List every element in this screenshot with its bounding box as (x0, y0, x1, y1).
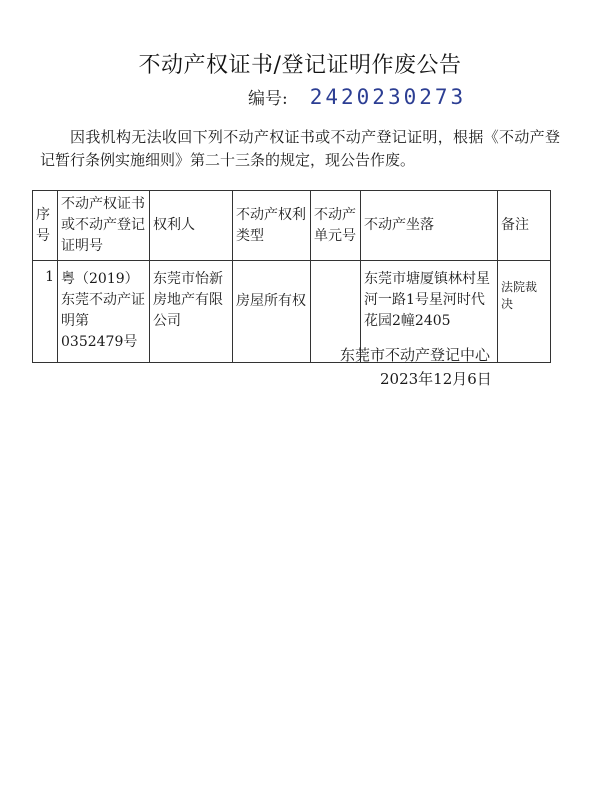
cell-owner: 东莞市怡新房地产有限公司 (150, 261, 233, 363)
header-right-type: 不动产权利类型 (233, 191, 311, 261)
header-unit-no: 不动产单元号 (311, 191, 361, 261)
cell-index: 1 (33, 261, 58, 363)
document-title: 不动产权证书/登记证明作废公告 (138, 53, 462, 78)
issuer-name: 东莞市不动产登记中心 (340, 346, 491, 364)
serial-number-label: 编号: (248, 89, 288, 109)
cell-location: 东莞市塘厦镇林村星河一路1号星河时代花园2幢2405 (361, 261, 498, 363)
header-remark: 备注 (498, 191, 551, 261)
header-location: 不动产坐落 (361, 191, 498, 261)
issue-date: 2023年12月6日 (380, 370, 492, 388)
cell-remark: 法院裁决 (498, 261, 551, 363)
cell-certificate: 粤（2019）东莞不动产证明第0352479号 (58, 261, 150, 363)
header-owner: 权利人 (150, 191, 233, 261)
intro-paragraph: 因我机构无法收回下列不动产权证书或不动产登记证明，根据《不动产登记暂行条例实施细则》第二十三条的规定，现公告作废。 (40, 128, 560, 169)
table-header-row (33, 191, 551, 261)
serial-number-row (248, 84, 466, 109)
cell-right-type: 房屋所有权 (233, 261, 311, 363)
header-index: 序号 (33, 191, 58, 261)
cancellation-table (32, 190, 551, 363)
serial-number-value: 2420230273 (309, 85, 467, 109)
header-certificate: 不动产权证书或不动产登记证明号 (58, 191, 150, 261)
